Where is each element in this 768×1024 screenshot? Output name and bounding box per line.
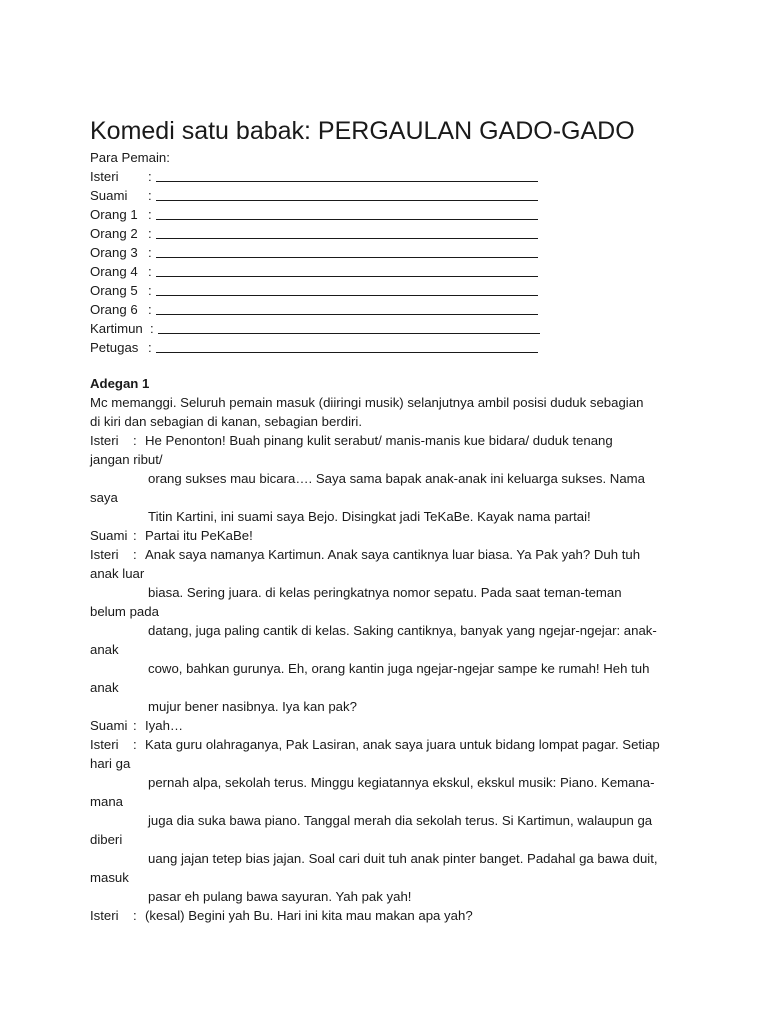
cast-role: Orang 1: [90, 207, 138, 222]
dialogue-text: Anak saya namanya Kartimun. Anak saya cantiknya luar biasa. Ya Pak yah? Duh tuh: [145, 547, 641, 562]
dialogue-text: He Penonton! Buah pinang kulit serabut/ manis-manis kue bidara/ duduk tenang: [145, 433, 613, 448]
speaker-colon: :: [133, 528, 137, 543]
page-title: Komedi satu babak: PERGAULAN GADO-GADO: [90, 117, 635, 145]
cast-blank-line: [156, 238, 538, 239]
cast-colon: :: [148, 302, 152, 317]
cast-colon: :: [148, 226, 152, 241]
cast-blank-line: [156, 219, 538, 220]
cast-role: Orang 5: [90, 283, 138, 298]
dialogue-line: [90, 526, 690, 545]
speaker-name: Suami: [90, 528, 128, 543]
dialogue-continuation: Titin Kartini, ini suami saya Bejo. Disingkat jadi TeKaBe. Kayak nama partai!: [148, 509, 591, 524]
cast-heading: Para Pemain:: [90, 150, 170, 165]
speaker-name: Isteri: [90, 908, 119, 923]
dialogue-continuation: cowo, bahkan gurunya. Eh, orang kantin juga ngejar-ngejar sampe ke rumah! Heh tuh: [148, 661, 650, 676]
cast-blank-line: [156, 200, 538, 201]
dialogue-continuation: orang sukses mau bicara…. Saya sama bapak anak-anak ini keluarga sukses. Nama: [148, 471, 645, 486]
dialogue-text: (kesal) Begini yah Bu. Hari ini kita mau makan apa yah?: [145, 908, 473, 923]
dialogue-continuation: masuk: [90, 870, 129, 885]
dialogue-continuation: diberi: [90, 832, 123, 847]
cast-role: Kartimun: [90, 321, 143, 336]
cast-colon: :: [150, 321, 154, 336]
stage-direction: di kiri dan sebagian di kanan, sebagian berdiri.: [90, 414, 362, 429]
cast-blank-line: [156, 257, 538, 258]
dialogue-continuation: datang, juga paling cantik di kelas. Saking cantiknya, banyak yang ngejar-ngejar: anak-: [148, 623, 657, 638]
cast-role: Isteri: [90, 169, 119, 184]
dialogue-line: [90, 735, 690, 754]
cast-blank-line: [156, 314, 538, 315]
cast-colon: :: [148, 245, 152, 260]
dialogue-continuation: mana: [90, 794, 123, 809]
cast-role: Orang 4: [90, 264, 138, 279]
cast-row: [90, 167, 550, 186]
cast-row: [90, 281, 550, 300]
dialogue-continuation: belum pada: [90, 604, 159, 619]
cast-blank-line: [156, 276, 538, 277]
dialogue-line: [90, 716, 690, 735]
dialogue-text: Partai itu PeKaBe!: [145, 528, 253, 543]
speaker-colon: :: [133, 908, 137, 923]
stage-direction: Mc memanggi. Seluruh pemain masuk (diiringi musik) selanjutnya ambil posisi duduk sebagian: [90, 395, 644, 410]
cast-blank-line: [156, 295, 538, 296]
cast-row: [90, 300, 550, 319]
dialogue-continuation: biasa. Sering juara. di kelas peringkatnya nomor sepatu. Pada saat teman-teman: [148, 585, 622, 600]
cast-row: [90, 224, 550, 243]
cast-role: Orang 3: [90, 245, 138, 260]
speaker-name: Isteri: [90, 547, 119, 562]
dialogue-continuation: anak: [90, 642, 119, 657]
cast-row: [90, 319, 550, 338]
cast-role: Suami: [90, 188, 128, 203]
speaker-colon: :: [133, 718, 137, 733]
dialogue-continuation: saya: [90, 490, 118, 505]
cast-colon: :: [148, 207, 152, 222]
cast-colon: :: [148, 264, 152, 279]
cast-colon: :: [148, 188, 152, 203]
speaker-name: Isteri: [90, 737, 119, 752]
cast-blank-line: [158, 333, 540, 334]
cast-colon: :: [148, 283, 152, 298]
speaker-name: Isteri: [90, 433, 119, 448]
cast-row: [90, 205, 550, 224]
cast-row: [90, 243, 550, 262]
dialogue-line: [90, 906, 690, 925]
dialogue-continuation: jangan ribut/: [90, 452, 163, 467]
dialogue-text: Iyah…: [145, 718, 184, 733]
dialogue-continuation: uang jajan tetep bias jajan. Soal cari duit tuh anak pinter banget. Padahal ga bawa duit,: [148, 851, 658, 866]
speaker-colon: :: [133, 737, 137, 752]
cast-row: [90, 262, 550, 281]
dialogue-continuation: anak luar: [90, 566, 145, 581]
cast-colon: :: [148, 169, 152, 184]
dialogue-continuation: pasar eh pulang bawa sayuran. Yah pak yah!: [148, 889, 412, 904]
dialogue-continuation: pernah alpa, sekolah terus. Minggu kegiatannya ekskul, ekskul musik: Piano. Kemana-: [148, 775, 655, 790]
cast-role: Orang 6: [90, 302, 138, 317]
cast-blank-line: [156, 352, 538, 353]
cast-role: Orang 2: [90, 226, 138, 241]
dialogue-continuation: anak: [90, 680, 119, 695]
dialogue-text: Kata guru olahraganya, Pak Lasiran, anak saya juara untuk bidang lompat pagar. Setiap: [145, 737, 660, 752]
dialogue-continuation: juga dia suka bawa piano. Tanggal merah dia sekolah terus. Si Kartimun, walaupun ga: [148, 813, 653, 828]
cast-colon: :: [148, 340, 152, 355]
scene-heading: Adegan 1: [90, 376, 150, 391]
cast-row: [90, 186, 550, 205]
speaker-name: Suami: [90, 718, 128, 733]
dialogue-continuation: mujur bener nasibnya. Iya kan pak?: [148, 699, 357, 714]
dialogue-line: [90, 545, 690, 564]
dialogue-line: [90, 431, 690, 450]
cast-role: Petugas: [90, 340, 139, 355]
speaker-colon: :: [133, 547, 137, 562]
cast-blank-line: [156, 181, 538, 182]
cast-row: [90, 338, 550, 357]
dialogue-continuation: hari ga: [90, 756, 131, 771]
speaker-colon: :: [133, 433, 137, 448]
